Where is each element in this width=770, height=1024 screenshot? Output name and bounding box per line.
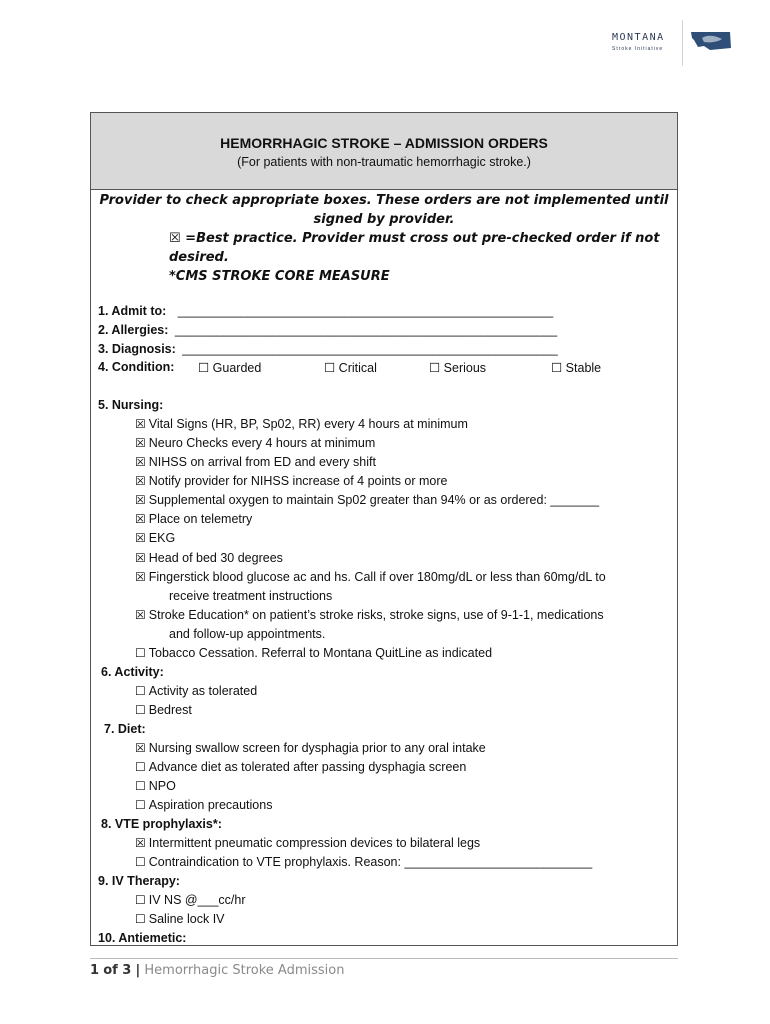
nursing-item [135,531,175,545]
unchecked-checkbox[interactable]: ☐ [135,912,146,926]
nursing-item [135,608,604,622]
condition-label: 4. Condition: [98,360,175,374]
checked-checkbox[interactable]: ☒ [135,531,146,545]
form-title: HEMORRHAGIC STROKE – ADMISSION ORDERS [220,135,548,151]
nursing-item-text: Stroke Education* on patient’s stroke risks, stroke signs, use of 9-1-1, medications [148,608,604,622]
nursing-item [135,455,376,469]
activity-heading: 6. Activity: [101,665,164,679]
form-subtitle: (For patients with non-traumatic hemorrhagic stroke.) [237,155,531,169]
nursing-item-text: Place on telemetry [148,512,253,526]
condition-stable-checkbox[interactable]: ☐ Stable [551,361,602,375]
checked-checkbox[interactable]: ☒ [135,836,146,850]
iv-item [135,912,225,926]
nursing-item [135,551,283,565]
provider-instructions [91,191,677,286]
nursing-item-text: Head of bed 30 degrees [148,551,283,565]
diagnosis-field[interactable]: ______________________________________________________ [182,342,558,356]
vte-item [135,836,480,850]
nursing-item-continuation: and follow-up appointments. [169,627,326,641]
diet-item-text: Nursing swallow screen for dysphagia prior to any oral intake [148,741,486,755]
nursing-item [135,474,448,488]
nursing-item-text: Neuro Checks every 4 hours at minimum [148,436,376,450]
diet-item-text: Aspiration precautions [148,798,273,812]
activity-item-text: Activity as tolerated [148,684,258,698]
nursing-item-text: NIHSS on arrival from ED and every shift [148,455,376,469]
condition-guarded-checkbox[interactable]: ☐ Guarded [198,361,262,375]
unchecked-checkbox[interactable]: ☐ [135,684,146,698]
page-footer [90,958,678,978]
vte-heading: 8. VTE prophylaxis*: [101,817,222,831]
iv-item-text: Saline lock IV [148,912,225,926]
form-header [91,113,677,190]
nursing-item-text: Fingerstick blood glucose ac and hs. Call if over 180mg/dL or less than 60mg/dL to [148,570,606,584]
checked-checkbox[interactable]: ☒ [135,608,146,622]
instruction-line-3: *CMS STROKE CORE MEASURE [169,269,390,284]
condition-row [98,360,618,374]
iv-item-text: IV NS @___cc/hr [148,893,246,907]
admit-field[interactable]: ______________________________________________________ [177,304,554,318]
allergies-row [98,323,557,337]
page-number: 1 [90,963,100,978]
admit-label: 1. Admit to: [98,304,167,318]
logo-divider [682,20,683,66]
iv-heading: 9. IV Therapy: [98,874,180,888]
checked-checkbox[interactable]: ☒ [135,474,146,488]
checked-checkbox[interactable]: ☒ [135,570,146,584]
diet-item [135,779,176,793]
admit-row [98,304,553,318]
checked-checkbox[interactable]: ☒ [135,741,146,755]
allergies-field[interactable]: _______________________________________________________ [174,323,558,337]
nursing-heading: 5. Nursing: [98,398,164,412]
nursing-item [135,493,599,507]
checked-checkbox[interactable]: ☒ [135,551,146,565]
unchecked-checkbox[interactable]: ☐ [135,779,146,793]
unchecked-checkbox[interactable]: ☐ [135,760,146,774]
page-total: of 3 [103,963,132,978]
antiemetic-heading: 10. Antiemetic: [98,931,187,945]
diet-heading: 7. Diet: [104,722,146,736]
montana-logo [612,28,732,68]
checked-checkbox[interactable]: ☒ [135,436,146,450]
diet-item [135,760,466,774]
checked-checkbox[interactable]: ☒ [135,455,146,469]
vte-item [135,855,592,869]
diagnosis-row [98,342,558,356]
footer-doc-title: Hemorrhagic Stroke Admission [144,963,345,978]
checked-checkbox[interactable]: ☒ [135,493,146,507]
iv-item [135,893,246,907]
activity-item [135,684,257,698]
diagnosis-label: 3. Diagnosis: [98,342,176,356]
nursing-item [135,436,375,450]
instruction-line-2: ☒ =Best practice. Provider must cross out pre-checked order if not desired. [169,231,660,265]
nursing-item-continuation: receive treatment instructions [169,589,333,603]
nursing-item-text: Supplemental oxygen to maintain Sp02 greater than 94% or as ordered: _______ [148,493,600,507]
nursing-item [135,646,492,660]
diet-item-text: Advance diet as tolerated after passing dysphagia screen [148,760,467,774]
vte-item-text: Intermittent pneumatic compression devices to bilateral legs [148,836,481,850]
activity-item [135,703,192,717]
nursing-item-text: EKG [148,531,176,545]
nursing-item-text: Vital Signs (HR, BP, Sp02, RR) every 4 hours at minimum [148,417,468,431]
unchecked-checkbox[interactable]: ☐ [135,855,146,869]
unchecked-checkbox[interactable]: ☐ [135,798,146,812]
nursing-item-text: Tobacco Cessation. Referral to Montana QuitLine as indicated [148,646,493,660]
logo-wordmark: MONTANA [612,32,665,43]
diet-item [135,798,272,812]
unchecked-checkbox[interactable]: ☐ [135,893,146,907]
unchecked-checkbox[interactable]: ☐ [135,646,146,660]
vte-item-text: Contraindication to VTE prophylaxis. Reason: ___________________________ [148,855,593,869]
logo-subtext: Stroke Initiative [612,46,664,52]
diet-item-text: NPO [148,779,176,793]
condition-serious-checkbox[interactable]: ☐ Serious [429,361,487,375]
nursing-item [135,570,606,584]
instruction-line-1: Provider to check appropriate boxes. These orders are not implemented until signed by provider. [99,193,669,227]
allergies-label: 2. Allergies: [98,323,169,337]
condition-critical-checkbox[interactable]: ☐ Critical [324,361,377,375]
nursing-item [135,512,252,526]
nursing-item [135,417,468,431]
checked-checkbox[interactable]: ☒ [135,512,146,526]
checked-checkbox[interactable]: ☒ [135,417,146,431]
unchecked-checkbox[interactable]: ☐ [135,703,146,717]
nursing-item-text: Notify provider for NIHSS increase of 4 points or more [148,474,448,488]
activity-item-text: Bedrest [148,703,192,717]
footer-separator: | [135,963,141,978]
diet-item [135,741,486,755]
montana-map-icon [690,30,732,52]
